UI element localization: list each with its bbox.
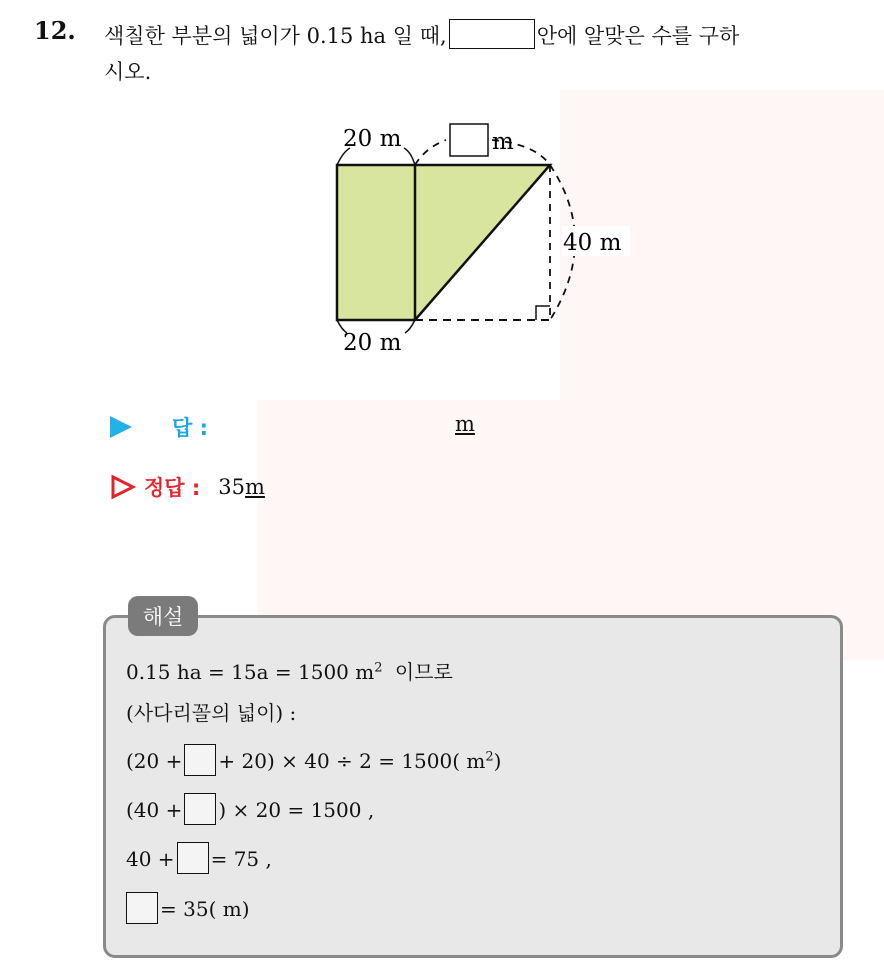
solution-text: 이므로 — [394, 660, 453, 684]
question-number: 12. — [34, 16, 76, 45]
answer-row — [110, 412, 475, 442]
solution-text: (40 + — [126, 798, 183, 822]
solution-line-1 — [126, 656, 453, 685]
question-text-line2: 시오. — [104, 60, 152, 84]
solution-tag: 해설 — [128, 596, 198, 636]
blank-box — [184, 744, 216, 776]
solution-text: = 75 , — [210, 847, 272, 871]
blank-box — [184, 793, 216, 825]
solution-text: (20 + — [126, 749, 183, 773]
solution-line-3 — [126, 744, 501, 776]
bottom-width-label: 20 m — [343, 330, 402, 356]
solution-line-6 — [126, 892, 250, 924]
solution-line-5 — [126, 842, 272, 874]
solution-line-2 — [126, 697, 296, 726]
height-label: 40 m — [563, 230, 622, 256]
answer-unit: m — [455, 412, 475, 436]
correct-answer-unit: m — [245, 475, 265, 499]
solution-line-4 — [126, 793, 374, 825]
question-text-part1: 색칠한 부분의 넓이가 0.15 ha 일 때, — [104, 24, 447, 48]
solution-text: ) — [493, 749, 502, 773]
top-width-label: 20 m — [343, 126, 402, 152]
trapezoid-figure — [0, 0, 884, 400]
solution-text: ) × 20 = 1500 , — [218, 798, 375, 822]
blank-box — [177, 842, 209, 874]
solution-text: (사다리꼴의 넓이) : — [126, 701, 297, 725]
solution-text: + 20) × 40 ÷ 2 = 1500( m — [218, 749, 486, 773]
unknown-length-box — [450, 124, 488, 156]
correct-answer-value: 35 — [218, 475, 246, 499]
play-triangle-icon — [110, 416, 132, 438]
answer-label: 답 : — [172, 416, 208, 440]
correct-answer-row — [110, 472, 265, 502]
blank-box — [126, 892, 158, 924]
solution-text: 0.15 ha = 15a = 1500 m — [126, 660, 375, 684]
solution-text: 40 + — [126, 847, 175, 871]
shaded-trapezoid — [337, 165, 550, 320]
solution-text: = 35( m) — [160, 897, 250, 921]
superscript: 2 — [374, 660, 383, 676]
outline-triangle-icon — [110, 474, 136, 500]
question-text-part2: 안에 알맞은 수를 구하 — [536, 24, 740, 48]
correct-answer-label: 정답 : — [144, 476, 201, 500]
right-angle-mark — [536, 306, 550, 320]
superscript: 2 — [485, 749, 494, 765]
unknown-length-unit: m — [492, 129, 514, 155]
